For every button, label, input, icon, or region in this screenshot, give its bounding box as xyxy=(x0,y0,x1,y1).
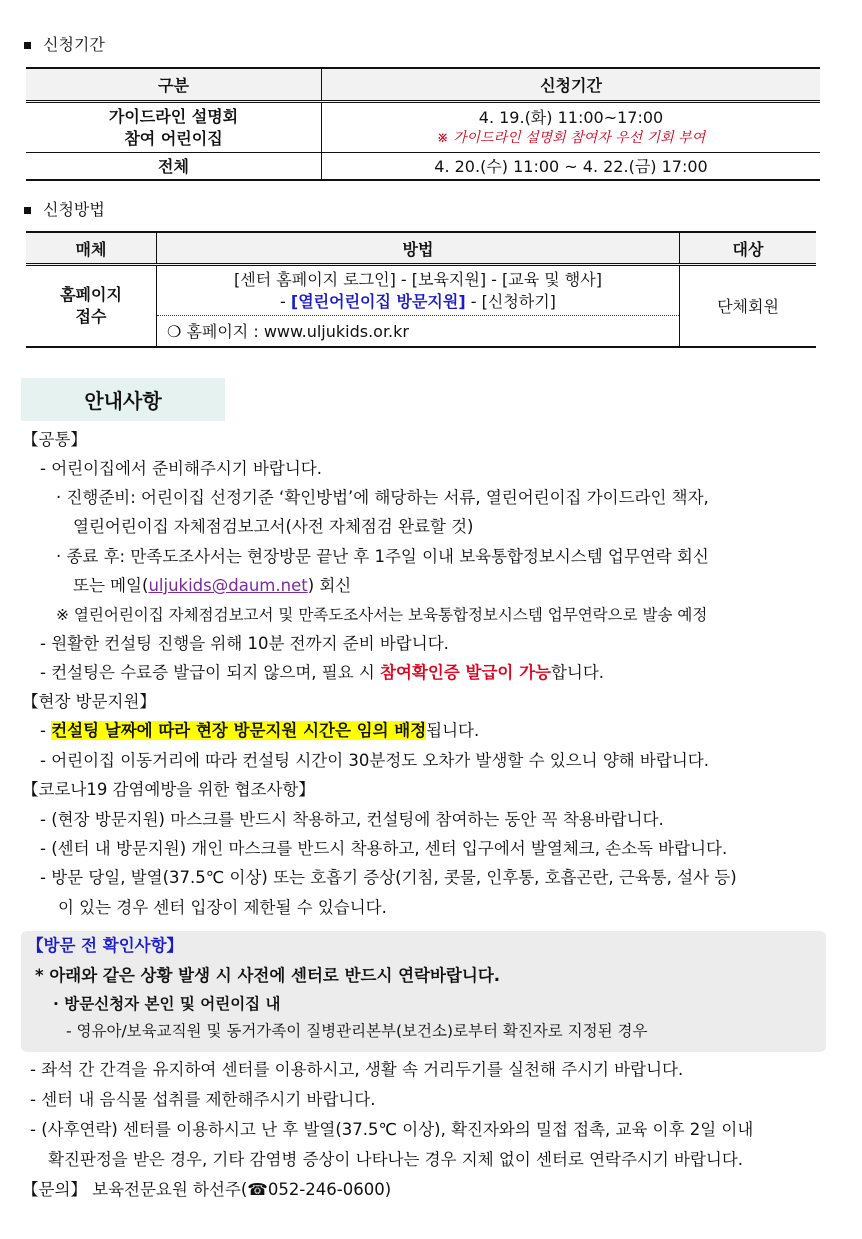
common-item-1: - 어린이집에서 준비해주시기 바랍니다. xyxy=(40,459,322,478)
method-target-cell: 단체회원 xyxy=(680,265,817,347)
common-note: ※ 열린어린이집 자체점검보고서 및 만족도조사서는 보육통합정보시스템 업무연락으로 발송 예정 xyxy=(56,606,708,624)
homepage-url: 홈페이지 : www.uljukids.or.kr xyxy=(186,322,409,342)
priority-note: ※ 가이드라인 설명회 참여자 우선 기회 부여 xyxy=(436,129,706,146)
open-daycare-visit-link: [열린어린이집 방문지원] xyxy=(290,291,466,311)
method-heading: 신청방법 xyxy=(24,197,105,220)
pre-visit-item-2: · 방문신청자 본인 및 어린이집 내 xyxy=(53,995,281,1013)
square-bullet-icon xyxy=(24,207,31,214)
period-value-cell: 4. 20.(수) 11:00 ~ 4. 22.(금) 17:00 xyxy=(322,153,821,180)
after-contact-item-a: - (사후연락) 센터를 이용하시고 난 후 발열(37.5℃ 이상), 확진자와의 밀접 접촉, 교육 이후 2일 이내 xyxy=(30,1120,754,1139)
period-value-cell: 4. 19.(화) 11:00~17:00 ※ 가이드라인 설명회 참여자 우선 기회 부여 xyxy=(322,102,821,153)
common-item-3b: 또는 메일(uljukids@daum.net) 회신 xyxy=(73,576,352,595)
period-category-cell: 가이드라인 설명회 참여 어린이집 xyxy=(26,102,322,153)
table-row xyxy=(26,102,820,153)
contact-line: 【문의】 보육전문요원 하선주(☎052-246-0600) xyxy=(22,1180,392,1199)
common-item-6: - 컨설팅은 수료증 발급이 되지 않으며, 필요 시 참여확인증 발급이 가능합니다. xyxy=(40,663,605,682)
covid-heading: 【코로나19 감염예방을 위한 협조사항】 xyxy=(22,780,315,799)
site-visit-item-2: - 어린이집 이동거리에 따라 컨설팅 시간이 30분정도 오차가 발생할 수 있으니 양해 바랍니다. xyxy=(40,751,709,770)
email-link[interactable]: uljukids@daum.net xyxy=(148,576,308,595)
covid-item-3b: 이 있는 경우 센터 입장이 제한될 수 있습니다. xyxy=(58,898,387,917)
contact-phone: 052-246-0600 xyxy=(267,1180,385,1199)
period-header-category: 구분 xyxy=(26,68,322,102)
circle-bullet-icon: ❍ xyxy=(167,322,182,342)
table-row xyxy=(26,265,816,316)
certificate-highlight: 참여확인증 발급이 가능 xyxy=(380,663,551,682)
pre-visit-item-1: * 아래와 같은 상황 발생 시 사전에 센터로 반드시 연락바랍니다. xyxy=(35,966,501,985)
guide-title: 안내사항 xyxy=(21,378,225,421)
schedule-highlight: 컨설팅 날짜에 따라 현장 방문지원 시간은 임의 배정 xyxy=(51,721,427,740)
site-visit-item-1: - 컨설팅 날짜에 따라 현장 방문지원 시간은 임의 배정됩니다. xyxy=(40,721,480,740)
common-heading: 【공통】 xyxy=(22,430,87,449)
common-item-5: - 원활한 컨설팅 진행을 위해 10분 전까지 준비 바랍니다. xyxy=(40,634,449,653)
pre-visit-item-3: - 영유아/보육교직원 및 동거가족이 질병관리본부(보건소)로부터 확진자로 지정된 경우 xyxy=(66,1022,648,1040)
site-visit-heading: 【현장 방문지원】 xyxy=(22,692,156,711)
covid-item-2: - (센터 내 방문지원) 개인 마스크를 반드시 착용하고, 센터 입구에서 발열체크, 손소독 바랍니다. xyxy=(40,839,728,858)
method-header-medium: 매체 xyxy=(26,232,157,265)
phone-icon: ☎ xyxy=(247,1180,268,1199)
method-steps-cell: [센터 홈페이지 로그인] - [보육지원] - [교육 및 행사] - [열린어린이집 방문지원] - [신청하기] xyxy=(157,265,680,316)
method-table xyxy=(26,231,816,348)
covid-item-3a: - 방문 당일, 발열(37.5℃ 이상) 또는 호흡기 증상(기침, 콧물, 인후통, 호흡곤란, 근육통, 설사 등) xyxy=(40,868,737,887)
pre-visit-heading: 【방문 전 확인사항】 xyxy=(27,936,184,955)
covid-item-1: - (현장 방문지원) 마스크를 반드시 착용하고, 컨설팅에 참여하는 동안 꼭 착용바랍니다. xyxy=(40,810,664,829)
square-bullet-icon xyxy=(24,42,31,49)
contact-heading: 【문의】 xyxy=(22,1180,87,1199)
method-medium-cell: 홈페이지 접수 xyxy=(60,285,122,326)
distance-item: - 좌석 간 간격을 유지하여 센터를 이용하시고, 생활 속 거리두기를 실천해 주시기 바랍니다. xyxy=(30,1060,684,1079)
period-category-cell: 전체 xyxy=(26,153,322,180)
period-heading: 신청기간 xyxy=(24,32,105,55)
table-row xyxy=(26,153,820,180)
after-contact-item-b: 확진판정을 받은 경우, 기타 감염병 증상이 나타나는 경우 지체 없이 센터로 연락주시기 바랍니다. xyxy=(48,1150,744,1169)
common-item-3a: · 종료 후: 만족도조사서는 현장방문 끝난 후 1주일 이내 보육통합정보시스템 업무연락 회신 xyxy=(56,547,709,566)
food-item: - 센터 내 음식물 섭취를 제한해주시기 바랍니다. xyxy=(30,1090,376,1109)
method-header-target: 대상 xyxy=(680,232,817,265)
homepage-cell xyxy=(157,316,680,347)
common-item-2a: · 진행준비: 어린이집 선정기준 ‘확인방법’에 해당하는 서류, 열린어린이집 가이드라인 책자, xyxy=(56,488,709,507)
common-item-2b: 열린어린이집 자체점검보고서(사전 자체점검 완료할 것) xyxy=(73,517,474,536)
period-table xyxy=(26,67,820,181)
method-header-method: 방법 xyxy=(157,232,680,265)
period-header-period: 신청기간 xyxy=(322,68,821,102)
